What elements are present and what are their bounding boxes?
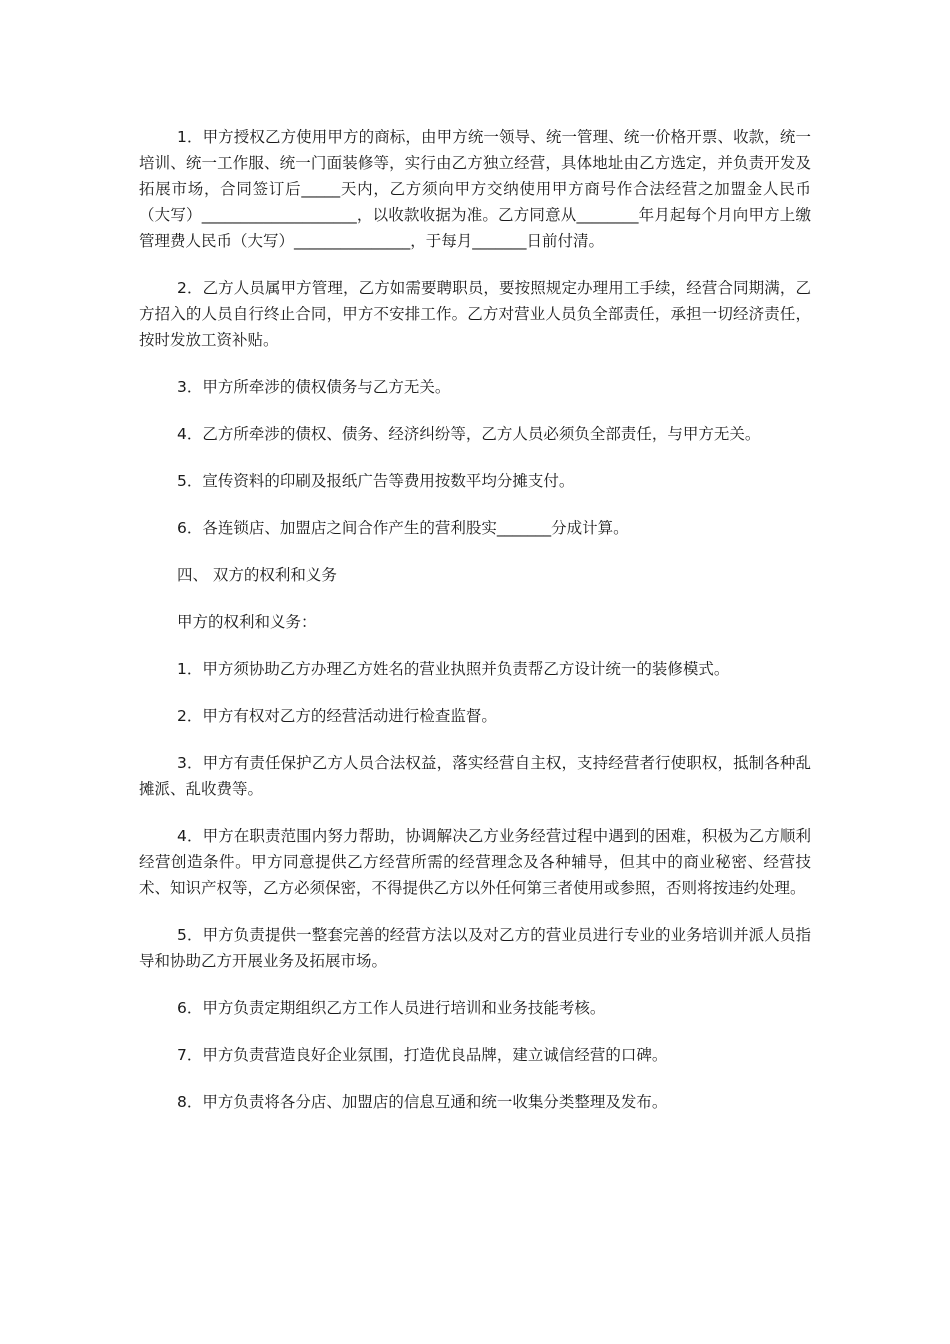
party-a-item-6: 6．甲方负责定期组织乙方工作人员进行培训和业务技能考核。 [177, 999, 606, 1017]
party-a-item-4: 4．甲方在职责范围内努力帮助，协调解决乙方业务经营过程中遇到的困难，积极为乙方顺利经营创造条件。甲方同意提供乙方经营所需的经营理念及各种辅导，但其中的商业秘密、经营技术、知识产权等，乙方必须保密，不得提供乙方以外任何第三者使用或参照，否则将按违约处理。 [139, 827, 811, 897]
clause-4-party-b-debts: 4．乙方所牵涉的债权、债务、经济纠纷等，乙方人员必须负全部责任，与甲方无关。 [177, 425, 761, 443]
party-a-item-3: 3．甲方有责任保护乙方人员合法权益，落实经营自主权，支持经营者行使职权，抵制各种乱摊派、乱收费等。 [139, 754, 811, 798]
party-a-item-7: 7．甲方负责营造良好企业氛围，打造优良品牌，建立诚信经营的口碑。 [177, 1046, 668, 1064]
subheading-party-a-rights: 甲方的权利和义务： [177, 613, 317, 631]
section-heading-rights-obligations: 四、 双方的权利和义务 [177, 566, 337, 584]
party-a-item-2: 2．甲方有权对乙方的经营活动进行检查监督。 [177, 707, 497, 725]
clause-2-personnel: 2．乙方人员属甲方管理，乙方如需要聘职员，要按照规定办理用工手续，经营合同期满，乙方招入的人员自行终止合同，甲方不安排工作。乙方对营业人员负全部责任，承担一切经济责任，按时发放工资补贴。 [139, 279, 811, 349]
clause-3-party-a-debts: 3．甲方所牵涉的债权债务与乙方无关。 [177, 378, 451, 396]
party-a-item-1: 1．甲方须协助乙方办理乙方姓名的营业执照并负责帮乙方设计统一的装修模式。 [177, 660, 730, 678]
party-a-item-5: 5．甲方负责提供一整套完善的经营方法以及对乙方的营业员进行专业的业务培训并派人员指导和协助乙方开展业务及拓展市场。 [139, 926, 811, 970]
clause-5-advertising-costs: 5．宣传资料的印刷及报纸广告等费用按数平均分摊支付。 [177, 472, 575, 490]
clause-1-authorization: 1．甲方授权乙方使用甲方的商标，由甲方统一领导、统一管理、统一价格开票、收款，统一培训、统一工作服、统一门面装修等，实行由乙方独立经营，具体地址由乙方选定，并负责开发及拓展市场，合同签订后_____天内，乙方须向甲方交纳使用甲方商号作合法经营之加盟金人民币（大写）____________________，以收款收据为准。乙方同意从________年月起每个月向甲方上缴管理费人民币（大写）_______________，于每月_______日前付清。 [139, 128, 811, 250]
party-a-item-8: 8．甲方负责将各分店、加盟店的信息互通和统一收集分类整理及发布。 [177, 1093, 668, 1111]
clause-6-profit-sharing: 6．各连锁店、加盟店之间合作产生的营利股实_______分成计算。 [177, 519, 629, 537]
document-page [139, 124, 811, 1136]
